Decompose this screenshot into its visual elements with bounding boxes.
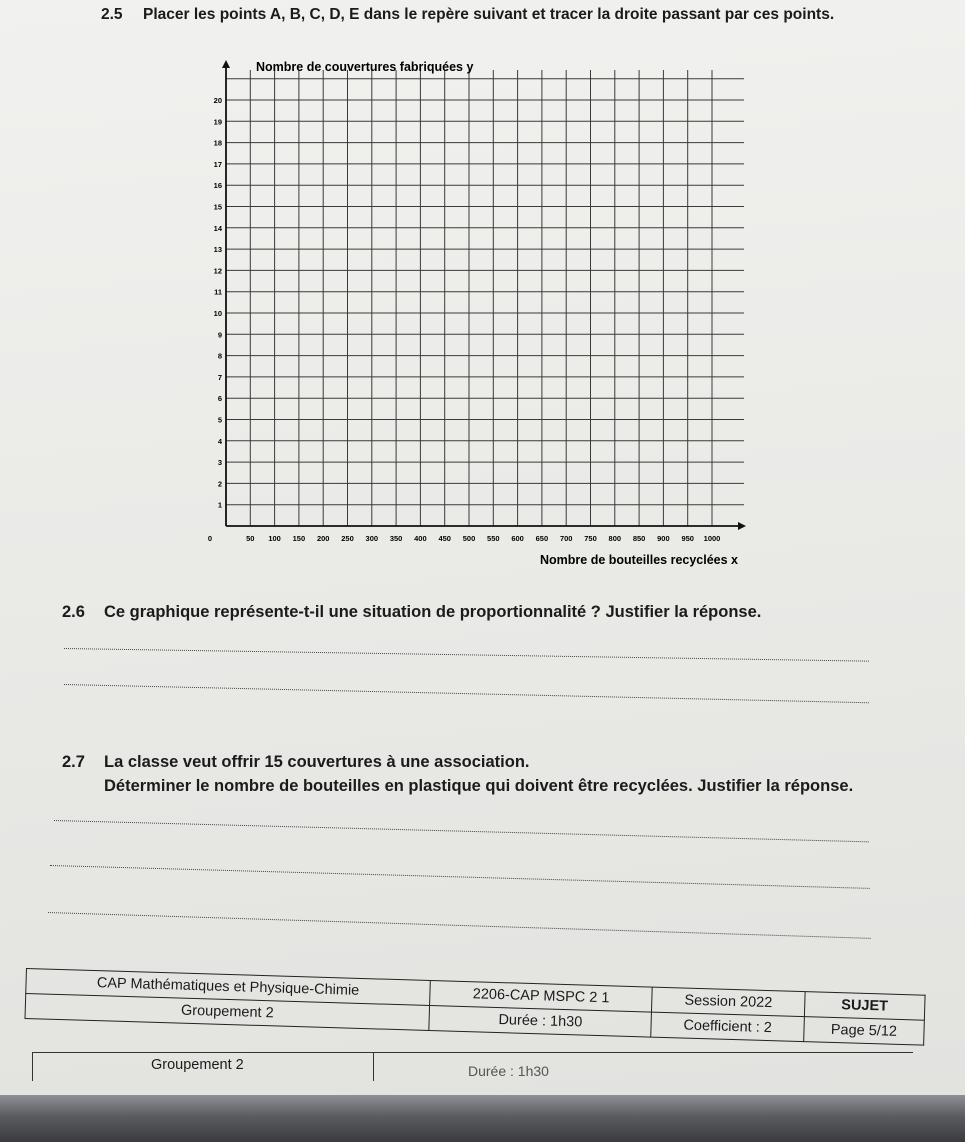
y-tick-label: 8	[217, 351, 222, 361]
footer-group: Groupement 2	[25, 994, 430, 1031]
footer-code: 2206-CAP MSPC 2 1	[430, 981, 653, 1013]
x-tick-label: 50	[246, 534, 255, 543]
question-number: 2.7	[62, 753, 85, 771]
y-tick-labels	[214, 96, 223, 510]
footer-subject: CAP Mathématiques et Physique-Chimie	[26, 969, 431, 1006]
x-tick-label: 400	[414, 534, 427, 543]
x-tick-label: 350	[389, 534, 403, 543]
x-tick-label: 200	[316, 534, 330, 543]
y-tick-label: 20	[213, 96, 222, 105]
y-tick-label: 15	[213, 202, 222, 212]
question-text-line-1: La classe veut offrir 15 couvertures à une association.	[104, 753, 530, 771]
y-tick-label: 12	[213, 266, 222, 276]
chart-axes	[222, 60, 746, 530]
x-tick-label: 250	[341, 534, 354, 543]
question-number: 2.6	[62, 603, 85, 621]
y-tick-label: 6	[217, 394, 222, 404]
y-tick-label: 3	[217, 458, 222, 468]
question-number: 2.5	[101, 6, 123, 23]
x-tick-label: 500	[462, 534, 476, 543]
footer-coefficient: Coefficient : 2	[651, 1012, 804, 1042]
y-tick-label: 11	[214, 287, 222, 297]
y-tick-label: 1	[217, 500, 222, 510]
x-tick-label: 750	[584, 534, 597, 543]
x-tick-label: 550	[487, 534, 500, 543]
footer-sujet: SUJET	[804, 992, 925, 1021]
y-tick-label: 2	[217, 479, 222, 489]
x-tick-label: 100	[268, 534, 281, 543]
footer-duration: Durée : 1h30	[429, 1005, 652, 1037]
footer-repeat-row	[32, 1052, 913, 1081]
x-tick-label: 650	[535, 534, 549, 543]
x-tick-label: 900	[657, 534, 670, 543]
y-tick-label: 16	[213, 181, 222, 191]
footer-repeat-duration: Durée : 1h30	[468, 1063, 549, 1079]
x-tick-label: 450	[438, 534, 451, 543]
y-axis-label: Nombre de couvertures fabriquées y	[256, 60, 474, 74]
y-tick-label: 17	[213, 159, 222, 169]
y-tick-label: 13	[213, 245, 222, 255]
question-text: Placer les points A, B, C, D, E dans le repère suivant et tracer la droite passant par ces points.	[143, 6, 835, 23]
origin-label: 0	[207, 534, 213, 543]
y-tick-label: 4	[217, 436, 222, 446]
question-2-6	[62, 602, 761, 622]
desk-edge	[0, 1095, 965, 1142]
y-tick-label: 9	[217, 330, 222, 340]
x-tick-label: 800	[608, 534, 622, 543]
y-tick-label: 5	[217, 415, 222, 425]
question-2-7	[62, 752, 853, 796]
footer-repeat-divider	[373, 1053, 374, 1081]
question-text: Ce graphique représente-t-il une situation de proportionnalité ? Justifier la réponse.	[104, 603, 762, 621]
x-tick-labels	[246, 534, 720, 543]
y-tick-label: 10	[213, 309, 222, 318]
y-axis-arrow	[222, 60, 230, 68]
y-tick-label: 19	[213, 117, 222, 127]
x-tick-label: 300	[365, 534, 379, 543]
footer-session: Session 2022	[652, 987, 805, 1017]
x-tick-label: 600	[511, 534, 524, 543]
question-text-line-2: Déterminer le nombre de bouteilles en plastique qui doivent être recyclées. Justifier la réponse.	[104, 777, 854, 795]
footer-page: Page 5/12	[803, 1017, 924, 1046]
grid-lines	[226, 70, 744, 526]
x-axis-label: Nombre de bouteilles recyclées x	[540, 553, 739, 567]
x-axis-arrow	[738, 522, 746, 530]
x-tick-label: 700	[559, 534, 573, 543]
x-tick-label: 850	[632, 534, 646, 543]
x-tick-label: 150	[292, 534, 306, 543]
y-tick-label: 18	[213, 138, 222, 148]
y-tick-label: 14	[213, 223, 222, 233]
x-tick-label: 950	[681, 534, 694, 543]
y-tick-label: 7	[217, 372, 222, 382]
x-tick-label: 1000	[703, 534, 721, 543]
footer-repeat-group: Groupement 2	[151, 1057, 244, 1073]
